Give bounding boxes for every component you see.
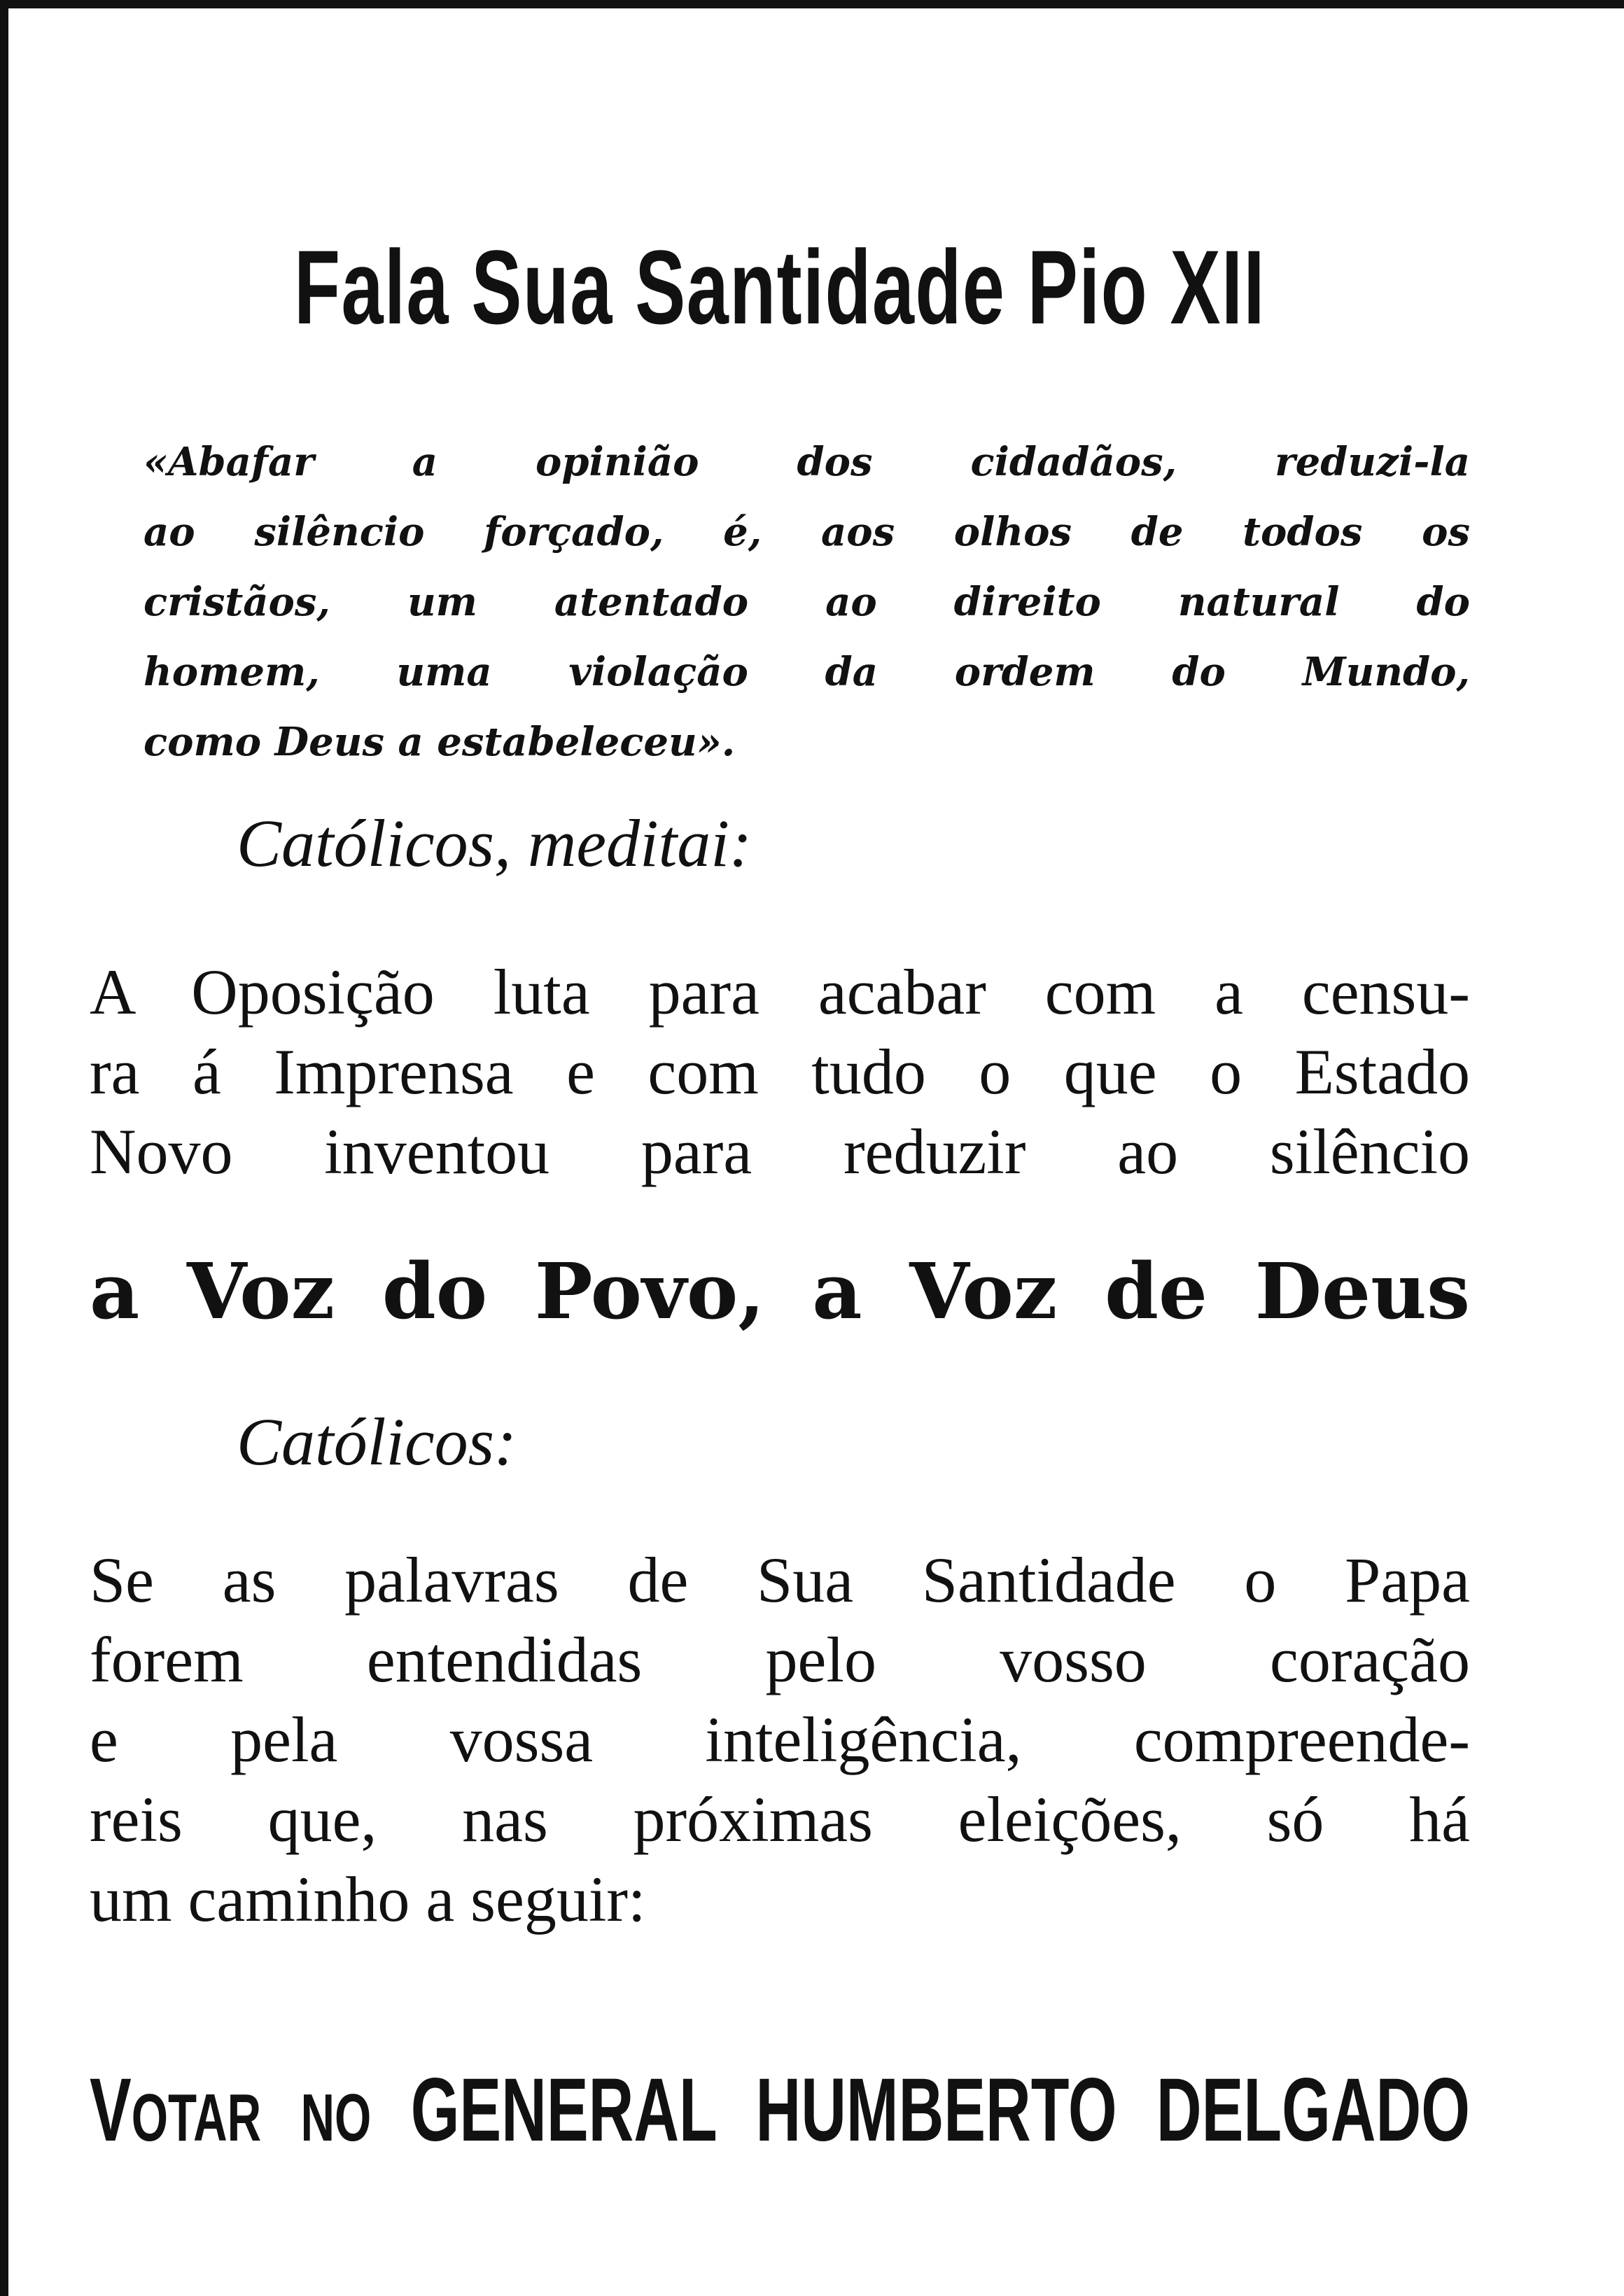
page-title: Fala Sua Santidade Pio XII (294, 228, 1266, 346)
paragraph-opposition (90, 952, 1470, 1191)
paragraph-line: um caminho a seguir: (90, 1863, 646, 1935)
paragraph-line: e pela vossa inteligência, compreende- (90, 1704, 1470, 1775)
subheading-meditai: Católicos, meditai: (237, 806, 752, 881)
call-to-vote (90, 2058, 1470, 2171)
border-left (0, 0, 8, 2296)
quote-line: homem, uma violação da ordem do Mundo, (144, 649, 1470, 695)
quote-line: «Abafar a opinião dos cidadãos, reduzi-la (144, 439, 1470, 485)
vote-preposition: NO (300, 2080, 372, 2155)
quote-line: como Deus a estabeleceu». (144, 719, 736, 765)
paragraph-line: A Oposição luta para acabar com a censu- (90, 956, 1470, 1028)
papal-quote (144, 427, 1470, 777)
candidate-name: GENERAL HUMBERTO DELGADO (410, 2060, 1470, 2160)
paragraph-line: forem entendidas pelo vosso coração (90, 1624, 1470, 1695)
quote-line: cristãos, um atentado ao direito natural do (144, 579, 1470, 625)
quote-line: ao silêncio forçado, é, aos olhos de todos os (144, 509, 1470, 555)
paragraph-line: Novo inventou para reduzir ao silêncio (90, 1116, 1470, 1187)
vote-word-rest: OTAR (131, 2080, 262, 2155)
paragraph-line: ra á Imprensa e com tudo o que o Estado (90, 1036, 1470, 1107)
paragraph-line: reis que, nas próximas eleições, só há (90, 1784, 1470, 1855)
border-top (0, 0, 1624, 8)
paragraph-appeal (90, 1540, 1470, 1939)
vote-initial: V (90, 2060, 132, 2160)
subheading-catolicos: Católicos: (237, 1404, 517, 1479)
slogan: a Voz do Povo, a Voz de Deus (90, 1246, 1470, 1336)
paragraph-line: Se as palavras de Sua Santidade o Papa (90, 1544, 1470, 1616)
